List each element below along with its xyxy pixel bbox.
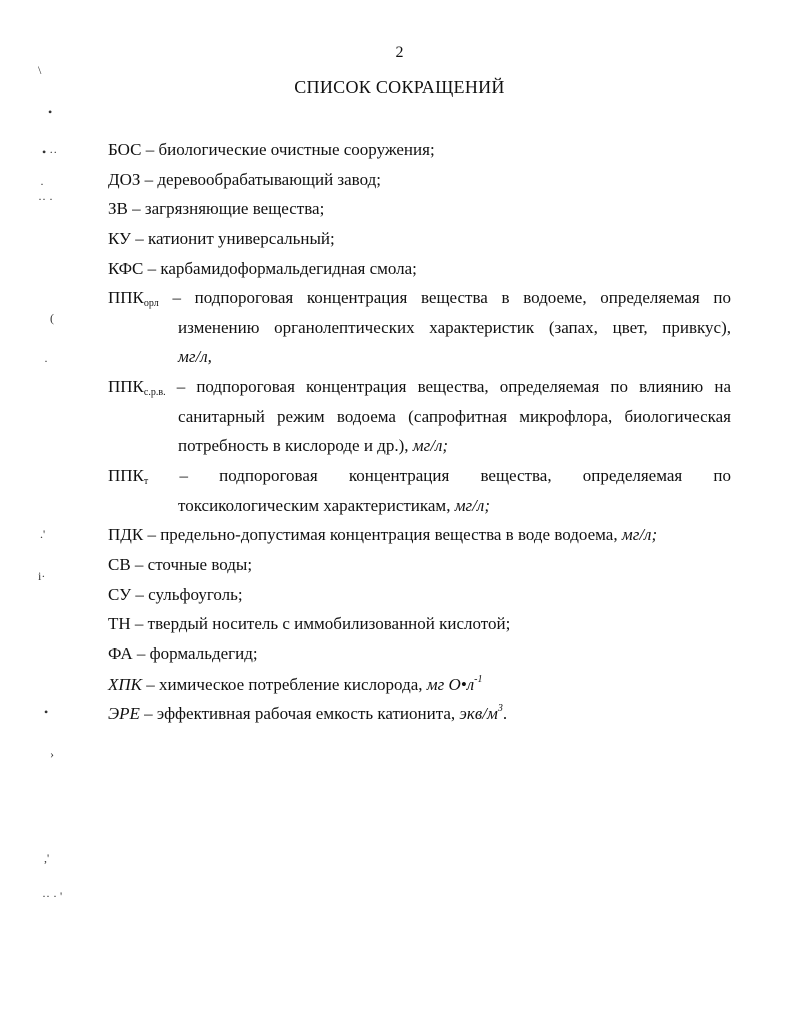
- abbr-unit: мг О•л: [426, 675, 475, 694]
- scan-speck: ·· ·: [38, 192, 53, 206]
- abbr-period: .: [502, 704, 508, 723]
- scan-speck: (: [50, 311, 54, 325]
- abbr-entry-tn: ТН – твердый носитель с иммобилизованной кислотой;: [108, 614, 511, 633]
- abbr-entry-ku: КУ – катионит универсальный;: [108, 229, 335, 248]
- abbr-subscript: т: [143, 476, 149, 487]
- abbr-entry-bos: БОС – биологические очистные сооружения;: [108, 140, 435, 159]
- scan-speck: ·: [44, 354, 48, 368]
- page-title: СПИСОК СОКРАЩЕНИЙ: [294, 77, 505, 97]
- scan-speck: •: [44, 705, 49, 719]
- abbr-entry-doz: ДОЗ – деревообрабатывающий завод;: [108, 170, 381, 189]
- abbr-entry-ppk-orl: [108, 288, 731, 309]
- abbr-definition: потребность в кислороде и др.),: [178, 436, 413, 455]
- abbr-unit: мг/л;: [621, 525, 658, 544]
- abbr-unit: мг/л;: [454, 496, 490, 515]
- abbr-term: ХПК: [108, 675, 142, 694]
- abbr-term: ППК: [108, 466, 144, 485]
- abbr-entry-hpk: [108, 674, 731, 695]
- abbr-entry-fa: ФА – формальдегид;: [108, 644, 258, 663]
- abbr-definition: – эффективная рабочая емкость катионита,: [139, 704, 460, 723]
- scan-speck: .': [40, 527, 46, 541]
- scan-speck: •: [48, 105, 53, 119]
- abbr-unit: мг/л;: [412, 436, 449, 455]
- abbr-continuation: [178, 436, 731, 456]
- abbr-entry-ere: [108, 703, 731, 724]
- abbr-subscript: орл: [143, 298, 159, 309]
- abbr-term: ППК: [108, 377, 144, 396]
- abbr-continuation: [178, 496, 731, 516]
- abbr-definition: ПДК – предельно-допустимая концентрация вещества в воде водоема,: [108, 525, 622, 544]
- abbr-entry-ppk-srv: [108, 377, 731, 398]
- abbr-entry-kfs: КФС – карбамидоформальдегидная смола;: [108, 259, 417, 278]
- scan-speck: ›: [50, 747, 54, 761]
- abbr-entry-pdk: [108, 525, 731, 545]
- abbr-entry-ppk-t: [108, 466, 731, 487]
- scan-speck: ·· · ': [42, 889, 63, 903]
- abbr-definition: – подпороговая концентрация вещества в водоеме, определяемая по: [158, 288, 731, 307]
- abbr-definition: – подпороговая концентрация вещества, определяемая по: [148, 466, 731, 485]
- abbr-term: ППК: [108, 288, 144, 307]
- abbr-entry-zv: ЗВ – загрязняющие вещества;: [108, 199, 325, 218]
- abbr-term: ЭРЕ: [108, 704, 140, 723]
- abbr-unit: экв/м: [459, 704, 498, 723]
- abbr-superscript: 3: [497, 703, 503, 714]
- abbr-entry-sv: СВ – сточные воды;: [108, 555, 253, 574]
- page-number: 2: [395, 44, 404, 61]
- scan-speck: • ··: [42, 145, 58, 159]
- abbr-definition: – химическое потребление кислорода,: [141, 675, 427, 694]
- scan-speck: i·: [38, 569, 46, 583]
- abbr-subscript: с.р.в.: [143, 387, 166, 398]
- abbr-superscript: -1: [474, 674, 483, 685]
- scan-speck: \: [38, 63, 42, 77]
- abbr-definition: – подпороговая концентрация вещества, определяемая по влиянию на: [165, 377, 731, 396]
- scan-speck: ,': [44, 851, 50, 865]
- scan-speck: ·: [40, 177, 44, 191]
- abbr-continuation: изменению органолептических характеристик (запах, цвет, привкус),: [178, 318, 731, 337]
- abbr-continuation: санитарный режим водоема (сапрофитная микрофлора, биологическая: [178, 407, 731, 426]
- abbr-entry-su: СУ – сульфоуголь;: [108, 585, 243, 604]
- abbr-unit: мг/л,: [178, 347, 212, 366]
- abbr-definition: токсикологическим характеристикам,: [178, 496, 455, 515]
